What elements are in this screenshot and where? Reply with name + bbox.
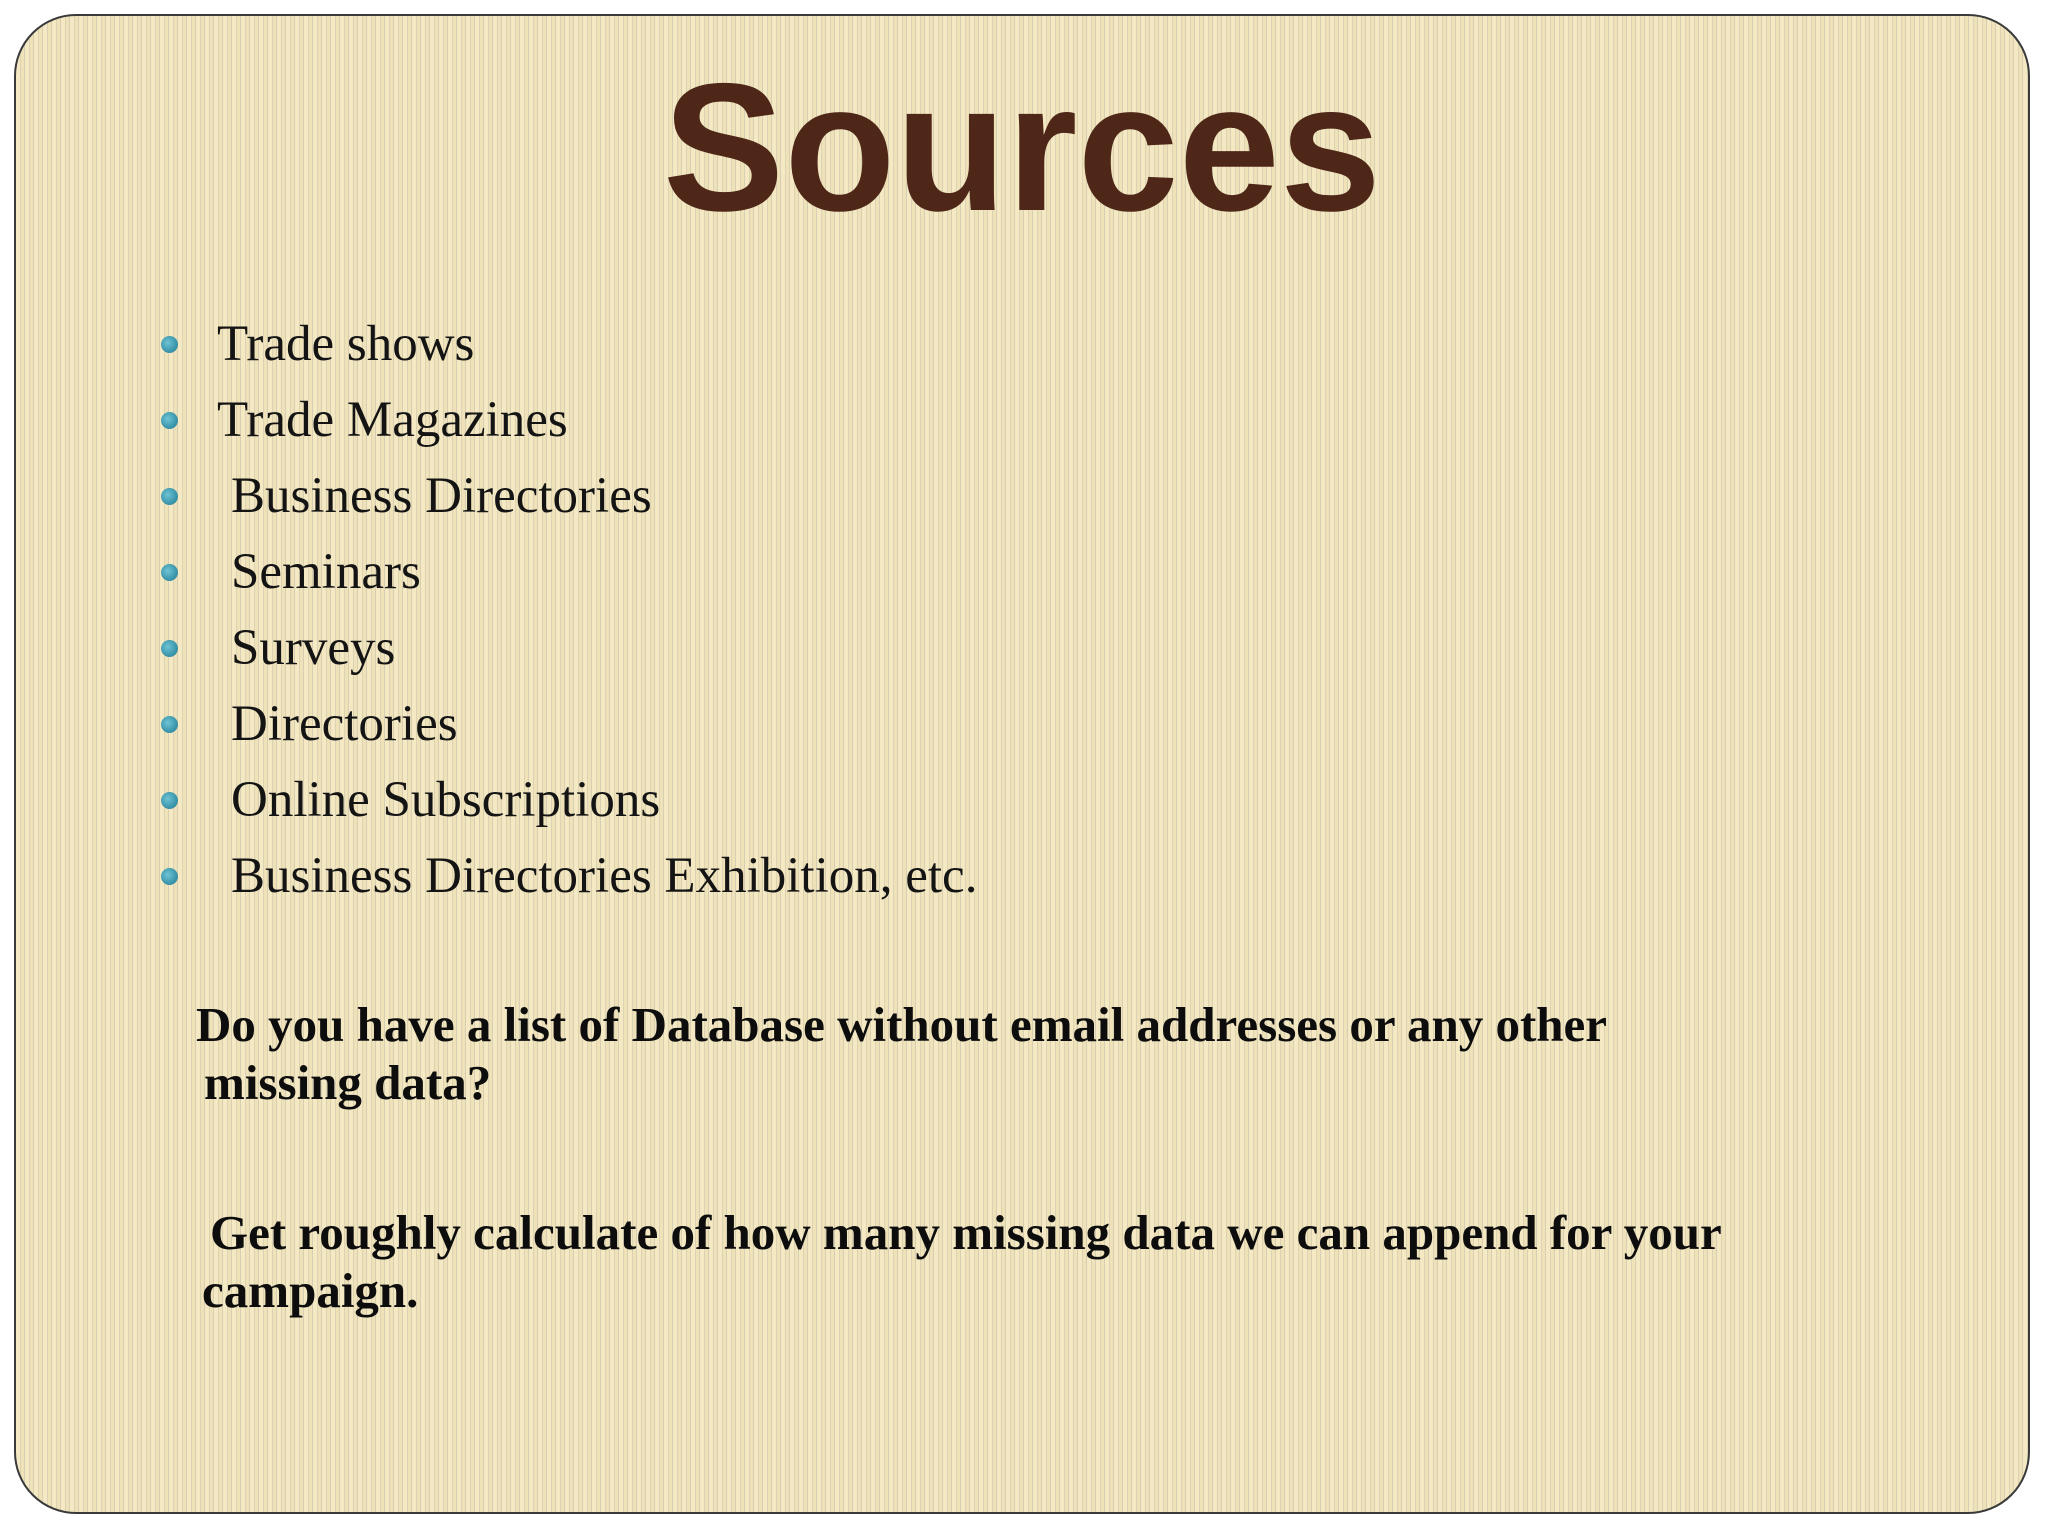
list-item (151, 458, 977, 534)
call-to-action-paragraph (202, 1204, 1722, 1320)
list-item (151, 382, 977, 458)
bullet-dot-icon (161, 868, 178, 885)
list-item-label: Business Directories (231, 468, 652, 524)
list-item-label: Directories (231, 696, 458, 752)
bullet-dot-icon (161, 564, 178, 581)
question-line: Do you have a list of Database without email addresses or any other (196, 997, 1608, 1052)
bullet-dot-icon (161, 336, 178, 353)
cta-line: campaign. (202, 1263, 419, 1318)
cta-line: Get roughly calculate of how many missing data we can append for your (210, 1205, 1722, 1260)
list-item-label: Business Directories Exhibition, etc. (231, 848, 978, 904)
sources-list (151, 306, 977, 914)
list-item-label: Trade Magazines (217, 392, 568, 448)
slide (14, 14, 2030, 1514)
list-item-label: Seminars (231, 544, 421, 600)
list-item (151, 762, 977, 838)
bullet-dot-icon (161, 412, 178, 429)
bullet-dot-icon (161, 716, 178, 733)
question-line: missing data? (204, 1055, 492, 1110)
list-item (151, 686, 977, 762)
list-item (151, 306, 977, 382)
list-item-label: Online Subscriptions (231, 772, 661, 828)
bullet-dot-icon (161, 640, 178, 657)
list-item (151, 534, 977, 610)
list-item (151, 610, 977, 686)
question-paragraph (196, 996, 1607, 1112)
list-item-label: Trade shows (217, 316, 475, 372)
slide-title: Sources (662, 45, 1382, 249)
list-item-label: Surveys (231, 620, 396, 676)
bullet-dot-icon (161, 792, 178, 809)
bullet-dot-icon (161, 488, 178, 505)
list-item (151, 838, 977, 914)
